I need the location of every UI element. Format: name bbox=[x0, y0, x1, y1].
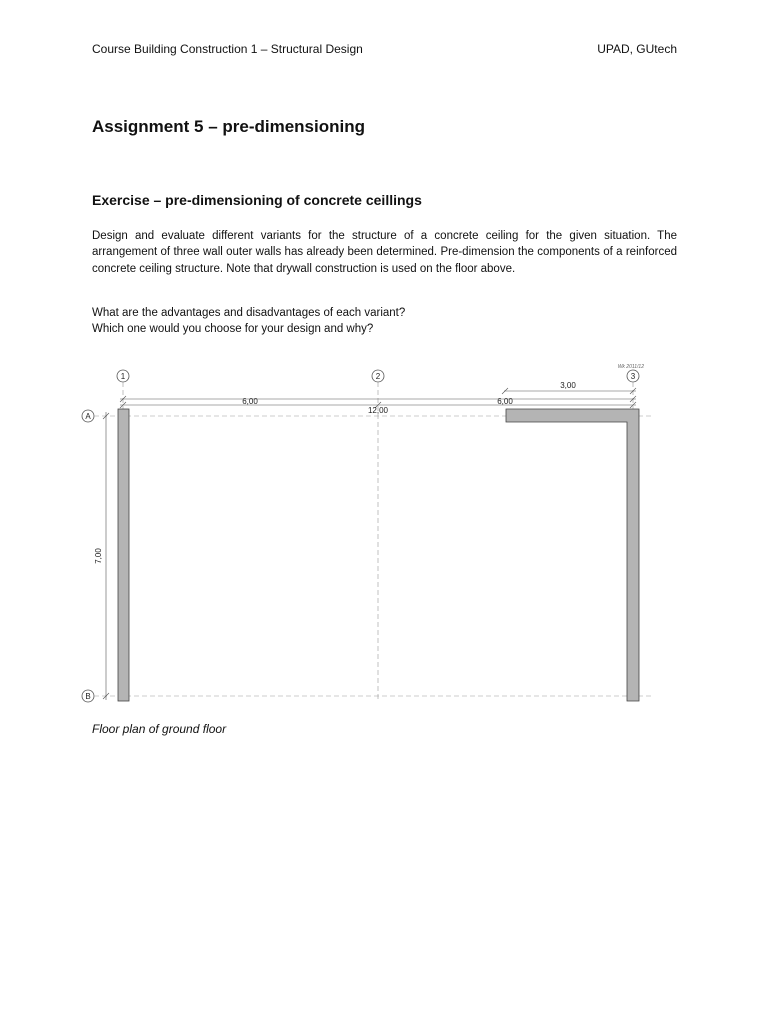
dimension-height: 7,00 bbox=[94, 548, 103, 564]
axis-label-1: 1 bbox=[120, 372, 126, 381]
axis-marker-3 bbox=[627, 370, 639, 382]
axis-label-b: B bbox=[85, 692, 91, 701]
grid-lines bbox=[94, 382, 654, 700]
axis-marker-1 bbox=[117, 370, 129, 382]
axis-marker-b bbox=[82, 690, 94, 702]
figure-caption: Floor plan of ground floor bbox=[92, 722, 227, 736]
dimension-span-total: 12,00 bbox=[367, 406, 389, 415]
exercise-description: Design and evaluate different variants for the structure of a concrete ceiling for the given situation. The arrangement of three wall outer walls has already been determined. Pre-dimension the components of a reinforced concrete ceiling structure. Note that drywall construction is used on the floor above. bbox=[92, 230, 677, 275]
axis-label-a: A bbox=[85, 412, 91, 421]
wall-left bbox=[118, 409, 129, 701]
axis-marker-a bbox=[82, 410, 94, 422]
header-course-title: Course Building Construction 1 – Structural Design bbox=[92, 42, 363, 56]
dimension-lines bbox=[103, 388, 636, 700]
question-advantages: What are the advantages and disadvantages of each variant? bbox=[92, 307, 406, 319]
page-header bbox=[92, 42, 677, 58]
floor-plan-drawing bbox=[76, 360, 666, 712]
header-institution: UPAD, GUtech bbox=[597, 42, 677, 56]
exercise-title: Exercise – pre-dimensioning of concrete ceillings bbox=[92, 192, 422, 208]
axis-label-2: 2 bbox=[375, 372, 381, 381]
question-choice: Which one would you choose for your design and why? bbox=[92, 323, 374, 335]
axis-marker-2 bbox=[372, 370, 384, 382]
dimension-span-left: 6,00 bbox=[242, 397, 258, 406]
axis-label-3: 3 bbox=[630, 372, 636, 381]
dimension-span-right: 6,00 bbox=[497, 397, 513, 406]
assignment-title: Assignment 5 – pre-dimensioning bbox=[92, 117, 365, 136]
wall-right-l-shaped bbox=[506, 409, 639, 701]
dimension-return-wall: 3,00 bbox=[560, 381, 576, 390]
plan-stamp: Wk 2011/12 bbox=[617, 364, 644, 370]
